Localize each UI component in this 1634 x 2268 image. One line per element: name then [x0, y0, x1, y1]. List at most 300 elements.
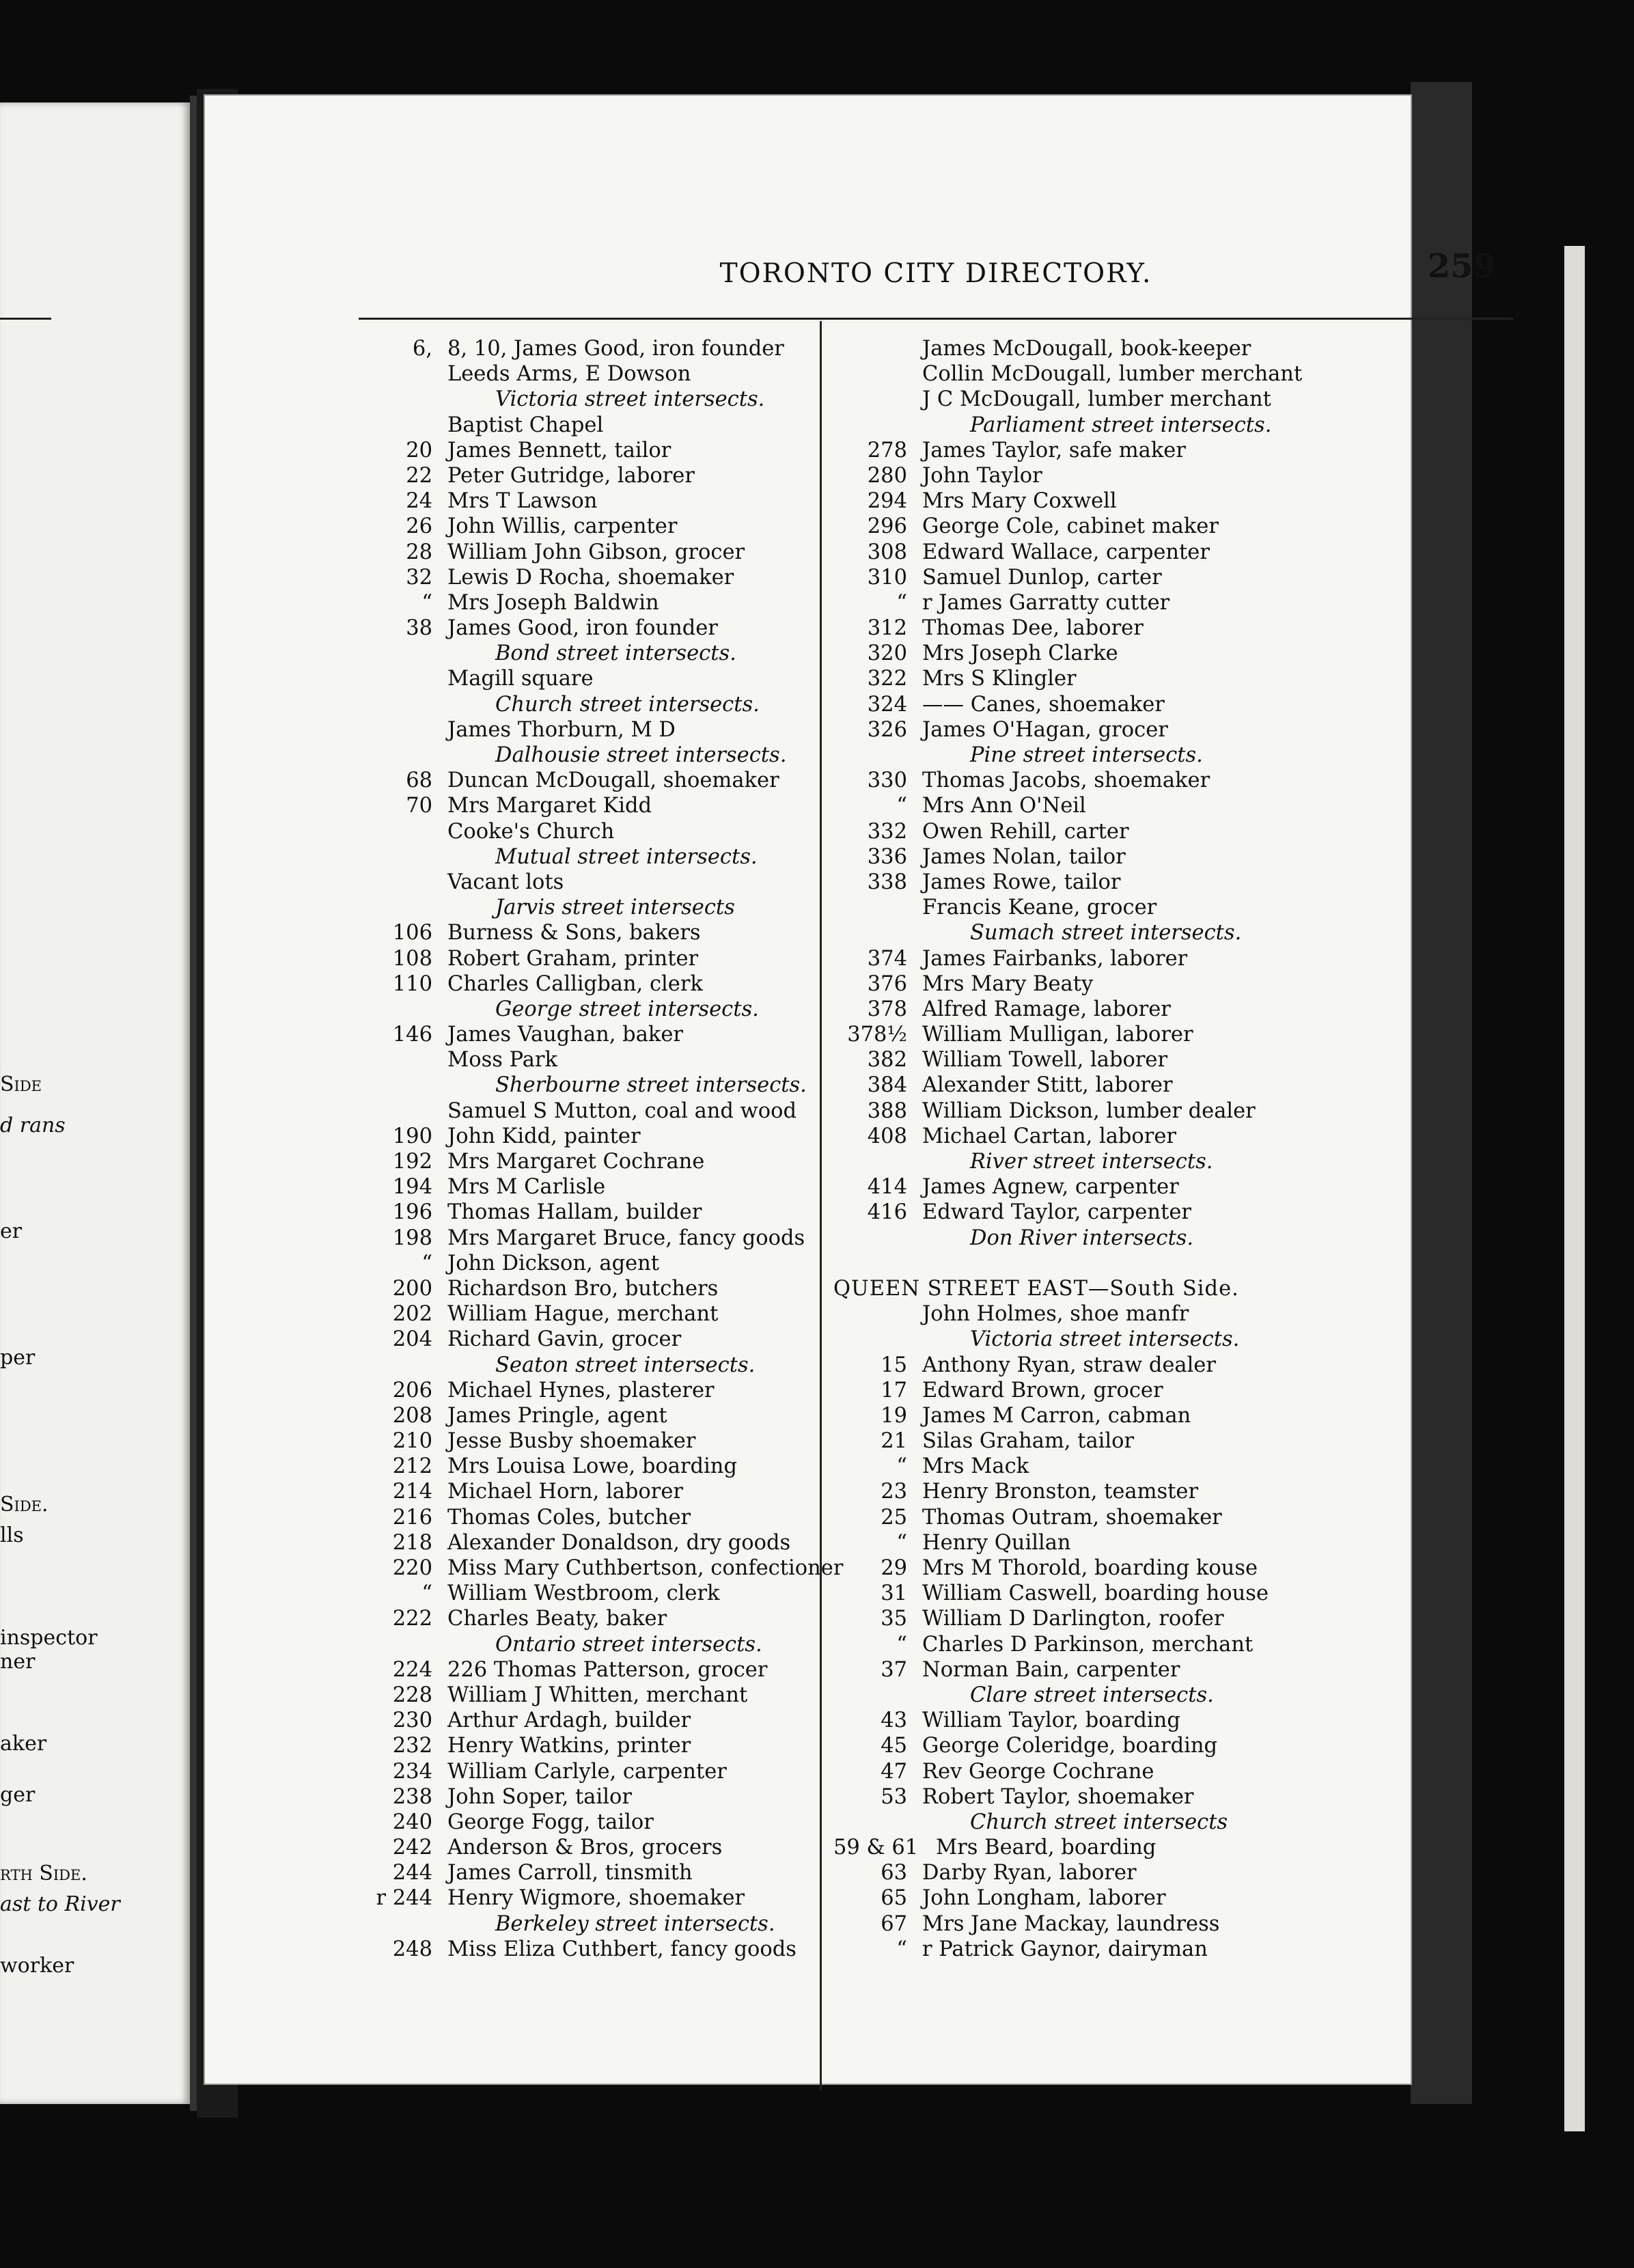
directory-entry	[833, 1428, 1537, 1454]
directory-entry	[359, 1759, 816, 1784]
street-number: 324	[867, 692, 907, 717]
entry-text: Samuel S Mutton, coal and wood	[447, 1098, 797, 1123]
directory-entry	[359, 1860, 816, 1885]
previous-page-text: Side	[0, 1073, 42, 1096]
entry-text: John Taylor	[922, 463, 1042, 488]
directory-entry	[833, 1378, 1537, 1403]
directory-entry	[833, 895, 1537, 920]
entry-text: John Dickson, agent	[447, 1251, 660, 1275]
directory-entry	[359, 1835, 816, 1860]
street-number: 238	[392, 1784, 432, 1809]
street-number: 32	[406, 565, 432, 590]
directory-entry	[833, 1200, 1537, 1225]
directory-entry	[359, 1555, 844, 1581]
street-number: 338	[867, 870, 907, 894]
entry-text: Victoria street intersects.	[970, 1327, 1240, 1352]
directory-entry	[833, 1632, 1537, 1657]
previous-page-text: rth Side.	[0, 1862, 87, 1885]
street-number: 208	[392, 1403, 432, 1428]
street-number: 204	[392, 1327, 432, 1352]
street-number: 190	[392, 1124, 432, 1148]
entry-text: Vacant lots	[447, 870, 564, 894]
entry-text: Thomas Hallam, builder	[447, 1200, 702, 1225]
street-number: 232	[392, 1734, 432, 1758]
street-number: 28	[406, 540, 432, 564]
directory-entry	[833, 590, 1537, 616]
entry-text: James M Carron, cabman	[922, 1403, 1191, 1428]
entry-text: Mrs T Lawson	[447, 489, 598, 514]
entry-text: John Holmes, shoe manfr	[922, 1302, 1189, 1327]
street-number: 220	[392, 1556, 432, 1580]
directory-entry	[359, 361, 816, 387]
street-number: 210	[392, 1429, 432, 1454]
entry-text: Mrs M Carlisle	[447, 1175, 606, 1200]
entry-text: William Taylor, boarding	[922, 1709, 1180, 1733]
street-number: 68	[406, 769, 432, 793]
directory-entry	[359, 946, 816, 971]
entry-text: Alexander Stitt, laborer	[922, 1073, 1173, 1098]
entry-text: James Agnew, carpenter	[922, 1175, 1179, 1200]
directory-entry	[833, 1251, 1537, 1276]
entry-text: William Hague, merchant	[447, 1302, 719, 1327]
previous-page-text: Side.	[0, 1493, 49, 1517]
directory-entry	[359, 488, 816, 514]
directory-entry	[833, 1174, 1537, 1200]
directory-entry	[359, 463, 816, 488]
directory-entry	[833, 488, 1537, 514]
street-number: 15	[881, 1353, 907, 1377]
directory-entry	[833, 641, 1537, 666]
street-number: 17	[881, 1378, 907, 1402]
entry-text: Richardson Bro, butchers	[447, 1276, 719, 1301]
entry-text: James Vaughan, baker	[447, 1023, 683, 1047]
entry-text: Mrs Louisa Lowe, boarding	[447, 1454, 737, 1479]
directory-entry	[359, 336, 816, 361]
entry-text: Mrs Margaret Cochrane	[447, 1150, 705, 1174]
entry-text: Charles Calligban, clerk	[447, 971, 703, 996]
street-intersect-line	[359, 997, 816, 1022]
entry-text: Ontario street intersects.	[495, 1632, 762, 1657]
entry-text: Church street intersects	[970, 1810, 1228, 1834]
street-number: 23	[881, 1480, 907, 1504]
entry-text: Bond street intersects.	[495, 641, 736, 666]
entry-text: J C McDougall, lumber merchant	[922, 387, 1271, 412]
street-number: 228	[392, 1683, 432, 1707]
entry-text: William Carlyle, carpenter	[447, 1759, 727, 1784]
directory-entry	[359, 920, 816, 945]
street-number: “	[421, 590, 432, 615]
directory-entry	[359, 1683, 816, 1708]
street-intersect-line	[359, 844, 816, 870]
entry-text: John Longham, laborer	[922, 1886, 1166, 1911]
previous-page-text: worker	[0, 1954, 74, 1978]
street-number: “	[896, 1937, 907, 1961]
entry-text: Mrs M Thorold, boarding kouse	[922, 1556, 1258, 1580]
street-intersect-line	[833, 920, 1537, 945]
street-number: 222	[392, 1607, 432, 1631]
entry-text: Jesse Busby shoemaker	[447, 1429, 696, 1454]
street-intersect-line	[359, 1632, 816, 1657]
street-number: 22	[406, 463, 432, 488]
entry-text: Jarvis street intersects	[495, 896, 735, 920]
entry-text: Mrs Mary Coxwell	[922, 489, 1117, 514]
directory-entry	[833, 819, 1537, 844]
entry-text: Owen Rehill, carter	[922, 819, 1129, 844]
directory-entry	[359, 1276, 816, 1301]
street-number: 332	[867, 819, 907, 844]
street-number: 216	[392, 1505, 432, 1530]
entry-text: Duncan McDougall, shoemaker	[447, 769, 779, 793]
directory-entry	[359, 1784, 816, 1810]
street-intersect-line	[359, 1073, 816, 1098]
directory-entry	[359, 1810, 816, 1835]
directory-entry	[833, 844, 1537, 870]
directory-entry	[359, 793, 816, 818]
directory-entry	[833, 1505, 1537, 1530]
street-number: 296	[867, 514, 907, 539]
directory-entry	[833, 463, 1537, 488]
directory-entry	[833, 1403, 1537, 1428]
street-number: 408	[867, 1124, 907, 1148]
street-number: 320	[867, 641, 907, 666]
street-number: 110	[392, 971, 432, 996]
directory-entry	[833, 692, 1537, 717]
street-number: 234	[392, 1759, 432, 1784]
street-number: 6,	[412, 337, 432, 361]
directory-entry	[833, 768, 1537, 793]
street-number: 70	[406, 794, 432, 818]
directory-entry	[833, 1073, 1537, 1098]
directory-entry	[359, 1200, 816, 1225]
directory-entry	[359, 1047, 816, 1073]
header-rule	[359, 318, 1513, 320]
street-number: 192	[392, 1150, 432, 1174]
directory-entry	[359, 514, 816, 539]
entry-text: William Westbroom, clerk	[447, 1581, 720, 1606]
directory-entry	[833, 1937, 1537, 1962]
street-number: 218	[392, 1530, 432, 1555]
street-number: 29	[881, 1556, 907, 1580]
directory-entry	[359, 1885, 816, 1911]
street-number: 310	[867, 565, 907, 590]
street-number: 43	[881, 1709, 907, 1733]
entry-text: Rev George Cochrane	[922, 1759, 1154, 1784]
entry-text: Silas Graham, tailor	[922, 1429, 1135, 1454]
entry-text: George Coleridge, boarding	[922, 1734, 1218, 1758]
directory-entry	[359, 565, 816, 590]
street-number: 35	[881, 1607, 907, 1631]
entry-text: Cooke's Church	[447, 819, 615, 844]
entry-text: William Dickson, lumber dealer	[922, 1098, 1256, 1123]
street-number: 280	[867, 463, 907, 488]
entry-text: Thomas Jacobs, shoemaker	[922, 769, 1210, 793]
directory-entry	[833, 971, 1537, 997]
directory-entry	[359, 1454, 816, 1479]
directory-entry	[359, 768, 816, 793]
street-number: 67	[881, 1911, 907, 1936]
entry-text: Peter Gutridge, laborer	[447, 463, 695, 488]
entry-text: Edward Wallace, carpenter	[922, 540, 1210, 564]
entry-text: William Mulligan, laborer	[922, 1023, 1193, 1047]
street-number: 194	[392, 1175, 432, 1200]
street-number: 21	[881, 1429, 907, 1454]
street-number: 240	[392, 1810, 432, 1834]
entry-text: Edward Taylor, carpenter	[922, 1200, 1191, 1225]
street-number: 278	[867, 438, 907, 462]
entry-text: Sherbourne street intersects.	[495, 1073, 807, 1098]
entry-text: Henry Watkins, printer	[447, 1734, 691, 1758]
directory-entry	[833, 1047, 1537, 1073]
entry-text: James Good, iron founder	[447, 616, 718, 641]
street-number: 198	[392, 1226, 432, 1250]
street-number: 63	[881, 1861, 907, 1885]
street-number: 388	[867, 1098, 907, 1123]
entry-text: George Fogg, tailor	[447, 1810, 654, 1834]
street-number: 31	[881, 1581, 907, 1606]
entry-text: Mrs Jane Mackay, laundress	[922, 1911, 1220, 1936]
directory-entry	[359, 971, 816, 997]
directory-entry	[833, 1022, 1537, 1047]
street-intersect-line	[359, 387, 816, 412]
entry-text: Don River intersects.	[970, 1226, 1194, 1250]
directory-entry	[833, 1885, 1537, 1911]
street-number: “	[421, 1251, 432, 1275]
gutter-line	[190, 96, 197, 2111]
directory-entry	[359, 717, 816, 743]
street-number: 65	[881, 1886, 907, 1911]
street-number: “	[896, 1530, 907, 1555]
street-number: 200	[392, 1276, 432, 1301]
street-number: 59 & 61	[833, 1836, 919, 1860]
directory-entry	[833, 565, 1537, 590]
directory-entry	[833, 870, 1537, 895]
street-number: 242	[392, 1836, 432, 1860]
street-number: 378½	[847, 1023, 907, 1047]
street-number: 336	[867, 844, 907, 869]
street-number: “	[896, 590, 907, 615]
previous-page-text: aker	[0, 1732, 47, 1756]
entry-text: Lewis D Rocha, shoemaker	[447, 565, 734, 590]
entry-text: Church street intersects.	[495, 692, 760, 717]
entry-text: Leeds Arms, E Dowson	[447, 362, 691, 387]
entry-text: Miss Mary Cuthbertson, confectioner	[447, 1556, 844, 1580]
entry-text: Francis Keane, grocer	[922, 896, 1157, 920]
directory-entry	[359, 1098, 816, 1124]
entry-text: James Taylor, safe maker	[922, 438, 1186, 462]
previous-page-text: inspector	[0, 1626, 98, 1650]
street-number: “	[421, 1581, 432, 1606]
directory-entry	[833, 717, 1537, 743]
previous-page-text: ner	[0, 1650, 36, 1674]
directory-entry	[359, 1149, 816, 1174]
directory-entry	[359, 1301, 816, 1327]
street-intersect-line	[833, 743, 1537, 768]
directory-entry	[359, 540, 816, 565]
previous-page-text: per	[0, 1346, 36, 1370]
right-column	[833, 336, 1537, 1962]
directory-entry	[359, 819, 816, 844]
directory-entry	[833, 438, 1537, 463]
directory-entry	[359, 1606, 816, 1631]
entry-text: Mrs Ann O'Neil	[922, 794, 1086, 818]
entry-text: James Thorburn, M D	[447, 717, 676, 742]
directory-entry	[359, 1479, 816, 1504]
directory-entry	[833, 1860, 1537, 1885]
entry-text: Victoria street intersects.	[495, 387, 765, 412]
street-number: 312	[867, 616, 907, 641]
directory-entry	[359, 666, 816, 691]
entry-text: James Nolan, tailor	[922, 844, 1126, 869]
entry-text: Mrs Margaret Kidd	[447, 794, 652, 818]
entry-text: Michael Cartan, laborer	[922, 1124, 1177, 1148]
street-number: 330	[867, 769, 907, 793]
directory-entry	[833, 1784, 1537, 1810]
directory-entry	[833, 997, 1537, 1022]
entry-text: James Bennett, tailor	[447, 438, 671, 462]
entry-text: Thomas Outram, shoemaker	[922, 1505, 1222, 1530]
entry-text: Thomas Coles, butcher	[447, 1505, 691, 1530]
street-number: “	[896, 794, 907, 818]
left-column	[359, 336, 844, 1962]
entry-text: Moss Park	[447, 1048, 557, 1073]
directory-entry	[359, 590, 816, 616]
street-number: 294	[867, 489, 907, 514]
entry-text: Robert Graham, printer	[447, 946, 699, 971]
directory-entry	[359, 1226, 816, 1251]
entry-text: John Willis, carpenter	[447, 514, 678, 539]
street-number: r 244	[376, 1886, 432, 1911]
entry-text: James Carroll, tinsmith	[447, 1861, 693, 1885]
previous-page-rule	[0, 318, 51, 320]
directory-entry	[359, 1378, 816, 1403]
street-intersect-line	[359, 895, 816, 920]
entry-text: Arthur Ardagh, builder	[447, 1709, 691, 1733]
street-number: 25	[881, 1505, 907, 1530]
entry-text: Mrs Joseph Clarke	[922, 641, 1118, 666]
street-intersect-line	[359, 1911, 816, 1937]
street-number: “	[896, 1632, 907, 1657]
entry-text: Parliament street intersects.	[970, 413, 1272, 437]
entry-text: William Caswell, boarding house	[922, 1581, 1269, 1606]
entry-text: Charles Beaty, baker	[447, 1607, 667, 1631]
directory-entry	[833, 514, 1537, 539]
street-number: 376	[867, 971, 907, 996]
entry-text: Collin McDougall, lumber merchant	[922, 362, 1303, 387]
entry-text: r Patrick Gaynor, dairyman	[922, 1937, 1208, 1961]
entry-text: Seaton street intersects.	[495, 1353, 756, 1377]
directory-page	[205, 96, 1496, 2084]
entry-text: Clare street intersects.	[970, 1683, 1214, 1707]
street-intersect-line	[359, 692, 816, 717]
entry-text: Sumach street intersects.	[970, 921, 1242, 945]
directory-entry	[833, 1835, 1537, 1860]
directory-entry	[833, 1759, 1537, 1784]
previous-page-fragment	[0, 102, 190, 2104]
street-intersect-line	[833, 1810, 1537, 1835]
street-number: 19	[881, 1403, 907, 1428]
entry-text: Michael Horn, laborer	[447, 1480, 684, 1504]
directory-entry	[833, 336, 1537, 361]
entry-text: Dalhousie street intersects.	[495, 743, 787, 767]
directory-entry	[833, 387, 1537, 412]
previous-page-text: lls	[0, 1523, 24, 1547]
directory-entry	[833, 1124, 1537, 1149]
directory-entry	[359, 1251, 816, 1276]
street-number: 244	[392, 1861, 432, 1885]
entry-text: John Soper, tailor	[447, 1784, 632, 1809]
entry-text: Robert Taylor, shoemaker	[922, 1784, 1194, 1809]
street-number: “	[896, 1454, 907, 1479]
entry-text: Berkeley street intersects.	[495, 1911, 775, 1936]
directory-entry	[359, 616, 816, 641]
directory-entry	[359, 1530, 816, 1555]
entry-text: Alexander Donaldson, dry goods	[447, 1530, 791, 1555]
running-title: TORONTO CITY DIRECTORY.	[719, 258, 1152, 289]
entry-text: James O'Hagan, grocer	[922, 717, 1168, 742]
directory-entry	[359, 1708, 816, 1733]
entry-text: Mrs Margaret Bruce, fancy goods	[447, 1226, 805, 1250]
entry-text: Mrs Mack	[922, 1454, 1029, 1479]
entry-text: Richard Gavin, grocer	[447, 1327, 682, 1352]
street-number: 26	[406, 514, 432, 539]
directory-entry	[833, 1454, 1537, 1479]
entry-text: Darby Ryan, laborer	[922, 1861, 1137, 1885]
street-intersect-line	[833, 1327, 1537, 1352]
entry-text: Norman Bain, carpenter	[922, 1657, 1180, 1682]
directory-entry	[833, 1479, 1537, 1504]
street-intersect-line	[833, 1149, 1537, 1174]
street-number: 196	[392, 1200, 432, 1225]
street-number: 53	[881, 1784, 907, 1809]
street-number: 416	[867, 1200, 907, 1225]
previous-page-text: ast to River	[0, 1892, 120, 1916]
entry-text: Mutual street intersects.	[495, 844, 758, 869]
street-number: 384	[867, 1073, 907, 1098]
street-number: 326	[867, 717, 907, 742]
directory-entry	[833, 1708, 1537, 1733]
directory-entry	[359, 1428, 816, 1454]
previous-page-text: ger	[0, 1783, 36, 1807]
entry-text: Baptist Chapel	[447, 413, 604, 437]
previous-page-text: d rans	[0, 1114, 66, 1137]
entry-text: William D Darlington, roofer	[922, 1607, 1224, 1631]
directory-entry	[359, 1657, 816, 1683]
entry-text: James Fairbanks, laborer	[922, 946, 1188, 971]
street-number: 248	[392, 1937, 432, 1961]
entry-text: James Pringle, agent	[447, 1403, 667, 1428]
directory-entry	[833, 1581, 1537, 1606]
entry-text: Anderson & Bros, grocers	[447, 1836, 723, 1860]
entry-text: Magill square	[447, 667, 594, 691]
entry-text: Alfred Ramage, laborer	[922, 997, 1171, 1021]
street-number: 38	[406, 616, 432, 641]
directory-entry	[833, 1733, 1537, 1758]
street-intersect-line	[833, 413, 1537, 438]
entry-text: Anthony Ryan, straw dealer	[922, 1353, 1216, 1377]
directory-entry	[833, 1657, 1537, 1683]
directory-entry	[833, 1098, 1537, 1124]
directory-entry	[833, 666, 1537, 691]
entry-text: Miss Eliza Cuthbert, fancy goods	[447, 1937, 797, 1961]
street-number: 308	[867, 540, 907, 564]
entry-text: Edward Brown, grocer	[922, 1378, 1163, 1402]
directory-entry	[359, 413, 816, 438]
street-number: 47	[881, 1759, 907, 1784]
section-heading	[833, 1276, 1537, 1301]
entry-text: Thomas Dee, laborer	[922, 616, 1144, 641]
entry-text: Pine street intersects.	[970, 743, 1203, 767]
entry-text: Henry Quillan	[922, 1530, 1071, 1555]
